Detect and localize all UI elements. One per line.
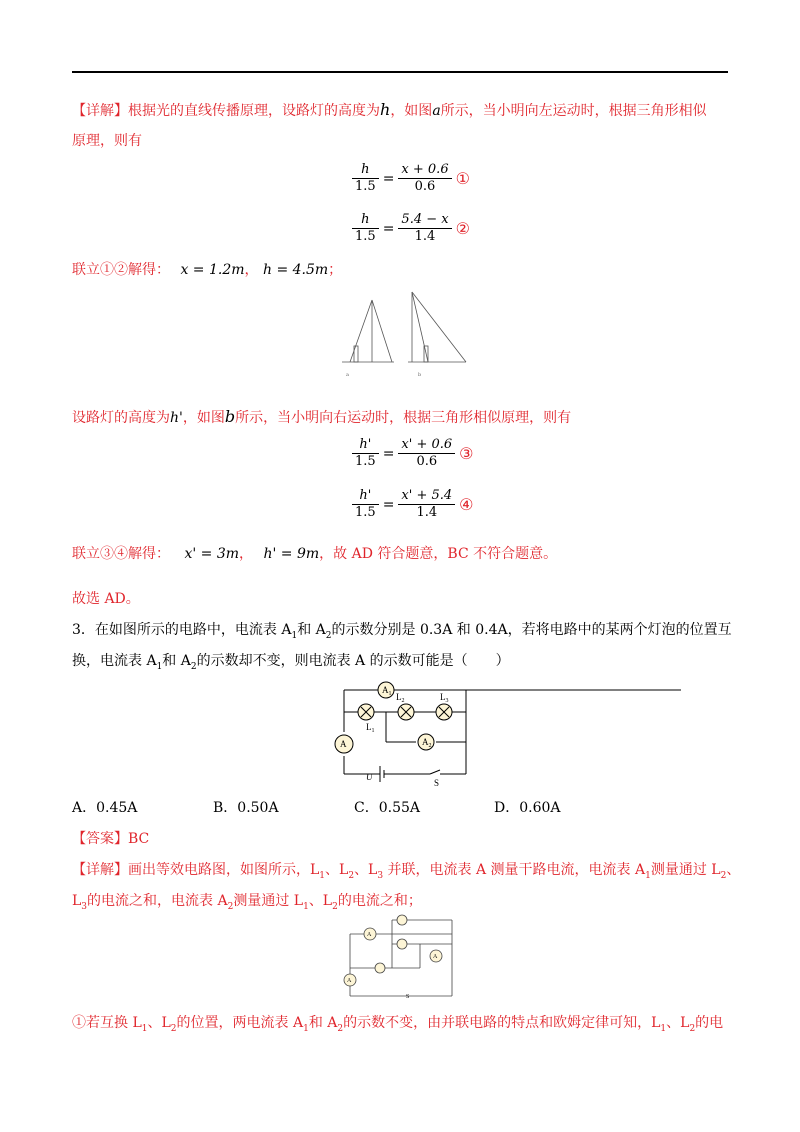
equation-4: $\frac{h'}{1.5}$ = $\frac{x' + 5.4}{1.4}$ ④ [352,488,474,521]
svg-text:S: S [406,994,410,1000]
a2-label: $A_2$ [422,737,432,749]
question-3-line-1: 3．在如图所示的电路中，电流表 $A_1$和 $A_2$的示数分别是 0.3A 和 0.4A，若将电路中的某两个灯泡的位置互 [72,622,732,641]
option-a: A．0.45A [72,800,138,816]
svg-text:A: A [367,932,372,938]
svg-text:A: A [433,954,438,960]
choice-result: 故选 AD。 [72,591,140,607]
explanation-paragraph-1: 【详解】根据光的直线传播原理，设路灯的高度为h，如图a所示，当小明向左运动时，根据三角形相似 [72,100,707,119]
svg-text:A: A [347,978,352,984]
equation-1: $\frac{h}{1.5}$ = $\frac{x + 0.6}{0.6}$ ① [352,162,470,195]
explanation-paragraph-3-cont: $L_3$的电流之和，电流表 $A_2$测量通过 $L_1$、$L_2$的电流之和； [72,893,422,912]
u-label: U [366,772,373,782]
option-c: C．0.55A [354,800,420,816]
answer: 【答案】BC [72,831,150,847]
option-d: D．0.60A [494,800,561,816]
svg-text:b: b [418,372,422,378]
svg-text:a: a [346,372,349,378]
circuit-diagram [300,676,500,786]
shadow-figure [332,290,472,385]
l2-label: $L_2$ [396,692,405,704]
s-label: S [434,778,440,788]
equation-2: $\frac{h}{1.5}$ = $\frac{5.4 - x}{1.4}$ ② [352,212,470,245]
l3-label: $L_3$ [440,692,449,704]
question-3-line-2: 换，电流表 $A_1$和 $A_2$的示数却不变，则电流表 A 的示数可能是（ ） [72,653,510,672]
option-b: B．0.50A [213,800,279,816]
explanation-paragraph-3: 【详解】画出等效电路图，如图所示，$L_1$、$L_2$、$L_3$ 并联，电流表 A 测量干路电流，电流表 $A_1$测量通过 $L_2$、 [72,862,741,881]
explanation-paragraph-4: ①若互换 $L_1$、$L_2$的位置，两电流表 $A_1$和 $A_2$的示数不变，由并联电路的特点和欧姆定律可知，$L_1$、$L_2$的电 [72,1015,724,1034]
a1-label: $A_1$ [382,685,392,697]
a-label: A [340,739,347,749]
explanation-paragraph-2: 设路灯的高度为h'，如图b所示，当小明向右运动时，根据三角形相似原理，则有 [72,407,572,426]
header-rule [72,71,728,73]
l1-label: $L_1$ [366,722,375,734]
equivalent-circuit-diagram [340,916,460,1000]
explanation-paragraph-1-cont: 原理，则有 [72,133,142,149]
solution-1: 联立①②解得： x = 1.2m， h = 4.5m； [72,262,343,278]
solution-2: 联立③④解得： x' = 3m， h' = 9m，故 AD 符合题意，BC 不符合题意。 [72,546,558,562]
equation-3: $\frac{h'}{1.5}$ = $\frac{x' + 0.6}{0.6}$ ③ [352,437,474,470]
